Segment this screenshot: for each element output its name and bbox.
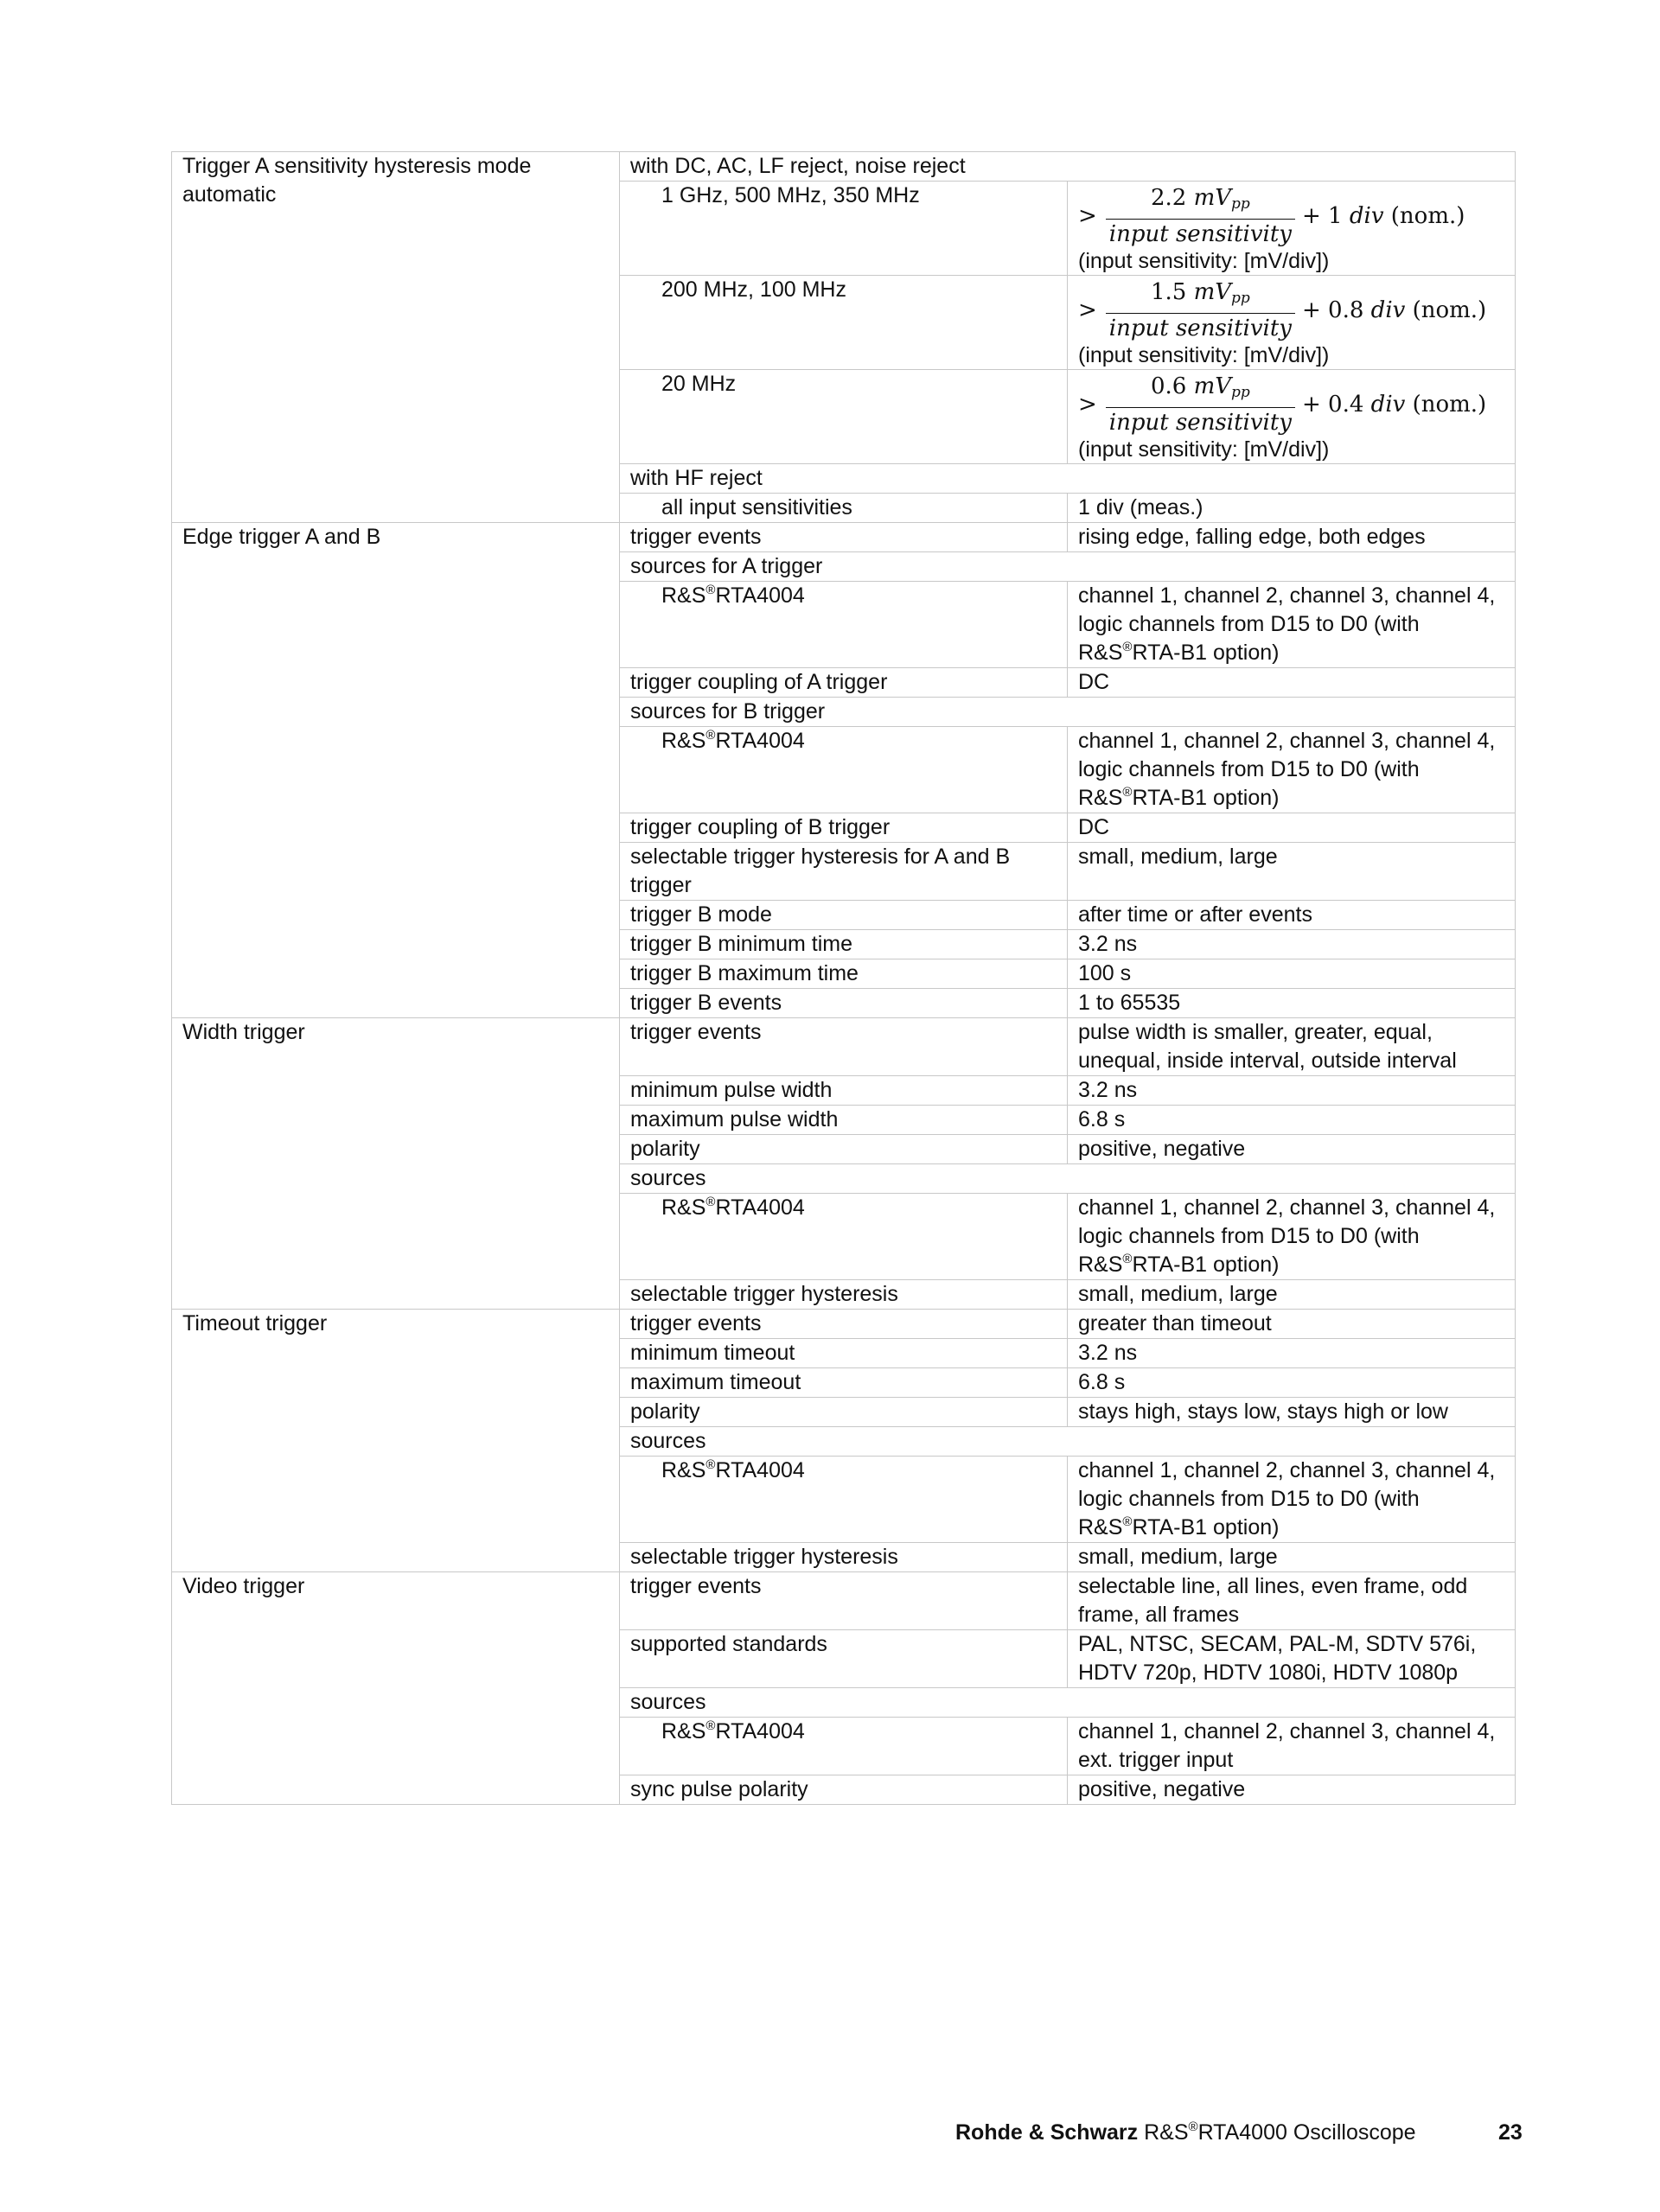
value-cell: DC [1068, 813, 1516, 843]
parameter-cell: maximum timeout [620, 1368, 1068, 1398]
section-title: Trigger A sensitivity hysteresis mode automatic [172, 152, 620, 523]
value-cell: 100 s [1068, 959, 1516, 989]
value-cell: small, medium, large [1068, 1280, 1516, 1310]
parameter-cell: trigger events [620, 523, 1068, 552]
sensitivity-formula [1078, 373, 1506, 436]
value-cell: 1 to 65535 [1068, 989, 1516, 1018]
formula-offset [1302, 391, 1486, 419]
table-row [172, 1018, 1516, 1076]
parameter-cell: trigger events [620, 1310, 1068, 1339]
value-cell: after time or after events [1068, 901, 1516, 930]
formula-numerator [1147, 185, 1254, 219]
formula-nominal: (nom.) [1405, 391, 1487, 418]
value-cell: 6.8 s [1068, 1368, 1516, 1398]
page-number: 23 [1498, 2120, 1523, 2145]
formula-offset-value: + 0.8 [1302, 296, 1371, 323]
formula-offset-value: + 1 [1302, 202, 1350, 229]
formula-offset-value: + 0.4 [1302, 391, 1371, 418]
value-cell: 3.2 ns [1068, 1339, 1516, 1368]
value-cell: pulse width is smaller, greater, equal, unequal, inside interval, outside interval [1068, 1018, 1516, 1076]
formula-numerator-unit: mV [1193, 185, 1232, 211]
formula-numerator-value: 0.6 [1150, 373, 1194, 399]
specifications-table [171, 151, 1516, 1805]
parameter-cell: selectable trigger hysteresis [620, 1543, 1068, 1572]
parameter-cell: selectable trigger hysteresis for A and B trigger [620, 843, 1068, 901]
table-row [172, 1310, 1516, 1339]
footer-brand: Rohde & Schwarz [955, 2120, 1139, 2145]
parameter-cell: minimum timeout [620, 1339, 1068, 1368]
parameter-cell: sync pulse polarity [620, 1775, 1068, 1805]
greater-than-sign: > [1078, 296, 1097, 323]
section-title: Video trigger [172, 1572, 620, 1805]
specifications-table-body [172, 152, 1516, 1805]
table-row [172, 152, 1516, 182]
parameter-cell: sources [620, 1688, 1516, 1718]
parameter-cell: 200 MHz, 100 MHz [620, 276, 1068, 370]
value-cell: small, medium, large [1068, 843, 1516, 901]
formula-fraction [1106, 373, 1295, 436]
parameter-cell: sources for A trigger [620, 552, 1516, 582]
value-cell: channel 1, channel 2, channel 3, channel 4, logic channels from D15 to D0 (with R&S®RTA-B1 option) [1068, 1194, 1516, 1280]
value-cell: channel 1, channel 2, channel 3, channel 4, logic channels from D15 to D0 (with R&S®RTA-B1 option) [1068, 1457, 1516, 1543]
parameter-cell: sources for B trigger [620, 698, 1516, 727]
parameter-cell: with DC, AC, LF reject, noise reject [620, 152, 1516, 182]
formula-numerator-unit: mV [1193, 279, 1232, 305]
value-cell: small, medium, large [1068, 1543, 1516, 1572]
value-note: (input sensitivity: [mV/div]) [1078, 343, 1330, 367]
parameter-cell: sources [620, 1427, 1516, 1457]
value-cell: channel 1, channel 2, channel 3, channel 4, logic channels from D15 to D0 (with R&S®RTA-B1 option) [1068, 727, 1516, 813]
value-cell: selectable line, all lines, even frame, odd frame, all frames [1068, 1572, 1516, 1630]
formula-numerator-subscript: pp [1231, 290, 1250, 307]
parameter-cell: 1 GHz, 500 MHz, 350 MHz [620, 182, 1068, 276]
parameter-cell: trigger B maximum time [620, 959, 1068, 989]
value-cell: rising edge, falling edge, both edges [1068, 523, 1516, 552]
page-footer [955, 2120, 1526, 2145]
parameter-cell: R&S®RTA4004 [620, 1457, 1068, 1543]
formula-fraction [1106, 185, 1295, 247]
formula-numerator [1147, 373, 1254, 407]
parameter-cell: trigger coupling of B trigger [620, 813, 1068, 843]
value-cell: greater than timeout [1068, 1310, 1516, 1339]
formula-offset [1302, 202, 1465, 231]
value-cell: stays high, stays low, stays high or low [1068, 1398, 1516, 1427]
section-title: Timeout trigger [172, 1310, 620, 1572]
formula-numerator-unit: mV [1193, 373, 1232, 399]
parameter-cell: R&S®RTA4004 [620, 582, 1068, 668]
value-cell: 3.2 ns [1068, 1076, 1516, 1106]
parameter-cell: trigger B minimum time [620, 930, 1068, 959]
table-row [172, 523, 1516, 552]
parameter-cell: with HF reject [620, 464, 1516, 494]
value-cell: 3.2 ns [1068, 930, 1516, 959]
parameter-cell: R&S®RTA4004 [620, 1718, 1068, 1775]
formula-numerator-value: 2.2 [1150, 185, 1194, 211]
value-cell: positive, negative [1068, 1135, 1516, 1164]
value-cell: channel 1, channel 2, channel 3, channel 4, ext. trigger input [1068, 1718, 1516, 1775]
parameter-cell: R&S®RTA4004 [620, 1194, 1068, 1280]
parameter-cell: all input sensitivities [620, 494, 1068, 523]
parameter-cell: 20 MHz [620, 370, 1068, 464]
value-cell: positive, negative [1068, 1775, 1516, 1805]
section-title: Edge trigger A and B [172, 523, 620, 1018]
sensitivity-formula [1078, 185, 1506, 247]
parameter-cell: R&S®RTA4004 [620, 727, 1068, 813]
parameter-cell: maximum pulse width [620, 1106, 1068, 1135]
value-cell [1068, 182, 1516, 276]
formula-offset-unit: div [1349, 202, 1384, 229]
formula-nominal: (nom.) [1405, 296, 1487, 323]
value-cell: DC [1068, 668, 1516, 698]
formula-numerator [1147, 279, 1254, 313]
parameter-cell: trigger events [620, 1572, 1068, 1630]
parameter-cell: supported standards [620, 1630, 1068, 1688]
formula-nominal: (nom.) [1383, 202, 1465, 229]
parameter-cell: minimum pulse width [620, 1076, 1068, 1106]
parameter-cell: selectable trigger hysteresis [620, 1280, 1068, 1310]
parameter-cell: trigger B events [620, 989, 1068, 1018]
formula-denominator: input sensitivity [1106, 219, 1295, 247]
table-row [172, 1572, 1516, 1630]
greater-than-sign: > [1078, 202, 1097, 229]
value-note: (input sensitivity: [mV/div]) [1078, 437, 1330, 462]
footer-product: R&S®RTA4000 Oscilloscope [1138, 2120, 1416, 2145]
value-cell: PAL, NTSC, SECAM, PAL-M, SDTV 576i, HDTV 720p, HDTV 1080i, HDTV 1080p [1068, 1630, 1516, 1688]
parameter-cell: polarity [620, 1135, 1068, 1164]
value-cell: 1 div (meas.) [1068, 494, 1516, 523]
formula-fraction [1106, 279, 1295, 341]
formula-denominator: input sensitivity [1106, 313, 1295, 341]
value-note: (input sensitivity: [mV/div]) [1078, 249, 1330, 273]
parameter-cell: trigger B mode [620, 901, 1068, 930]
formula-numerator-value: 1.5 [1150, 279, 1194, 305]
value-cell: 6.8 s [1068, 1106, 1516, 1135]
formula-offset [1302, 296, 1486, 325]
value-cell: channel 1, channel 2, channel 3, channel 4, logic channels from D15 to D0 (with R&S®RTA-B1 option) [1068, 582, 1516, 668]
parameter-cell: polarity [620, 1398, 1068, 1427]
formula-offset-unit: div [1370, 391, 1406, 418]
parameter-cell: sources [620, 1164, 1516, 1194]
parameter-cell: trigger events [620, 1018, 1068, 1076]
formula-offset-unit: div [1370, 296, 1406, 323]
value-cell [1068, 370, 1516, 464]
section-title: Width trigger [172, 1018, 620, 1310]
greater-than-sign: > [1078, 391, 1097, 418]
formula-numerator-subscript: pp [1231, 195, 1250, 213]
formula-numerator-subscript: pp [1231, 384, 1250, 401]
value-cell [1068, 276, 1516, 370]
formula-denominator: input sensitivity [1106, 407, 1295, 436]
sensitivity-formula [1078, 279, 1506, 341]
parameter-cell: trigger coupling of A trigger [620, 668, 1068, 698]
